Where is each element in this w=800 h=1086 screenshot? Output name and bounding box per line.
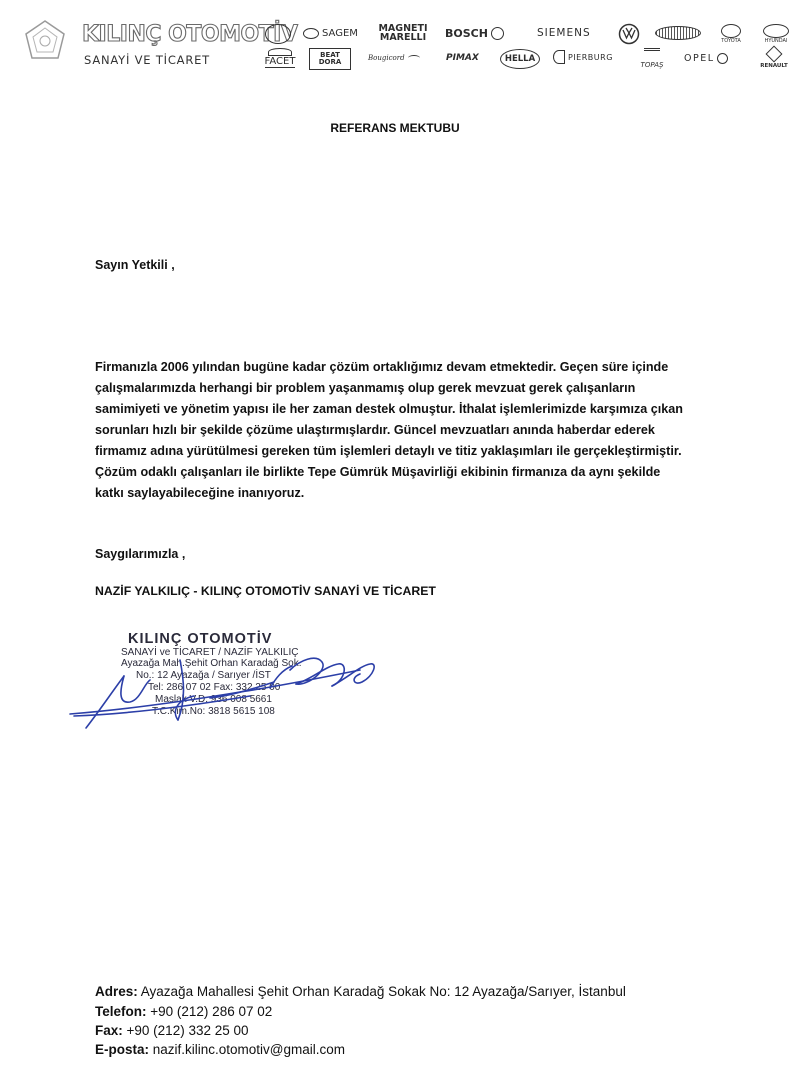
brand-logo-beat-dora: BEAT DORA [309,48,351,70]
brand-logo-hella: HELLA [500,49,540,69]
pierburg-emblem-icon [553,50,565,64]
stamp-line: Ayazağa Mah.Şehit Orhan Karadağ Sok. [121,658,302,669]
brand-logo-pimax: PIMAX [446,53,479,63]
stamp-company-name: KILINÇ OTOMOTİV [128,631,273,647]
company-subtitle: SANAYİ VE TİCARET [84,53,211,67]
body-line: sorunları hızlı bir şekilde çözüme ulaştırmışlardır. Güncel mevzuatları anında haberdar ederek [95,423,655,437]
brand-logo-bougicord: Bougicord [368,51,420,65]
body-line: çalışmalarımızda herhangi bir problem yaşanmamış olup gerek mevzuat gerek çalışanların [95,381,636,395]
brand-logo-opel: OPEL [684,52,728,64]
brand-logo-renault: RENAULT [754,46,794,70]
salutation: Sayın Yetkili , [95,258,175,272]
stamp-line: Tel: 286 07 02 Fax: 332 25 00 [148,682,281,693]
brand-logo-magneti-marelli: MAGNETI MARELLI [378,23,428,43]
hyundai-emblem-icon [763,24,789,38]
bougicord-swoosh-icon [408,55,420,61]
renault-diamond-icon [766,45,783,62]
ford-logo-icon [654,25,702,41]
phone-value: +90 (212) 286 07 02 [150,1004,273,1019]
body-line: samimiyeti ve yönetim yapısı ile her zaman destek olmuştur. İthalat işlemlerimizde karşımıza çıkan [95,402,683,416]
stamp-line: SANAYİ ve TİCARET / NAZİF YALKILIÇ [121,647,299,658]
brand-logo-siemens: SIEMENS [537,27,591,39]
chevrolet-logo-icon [263,23,293,45]
bosch-armature-icon [491,27,504,40]
fax-value: +90 (212) 332 25 00 [126,1023,249,1038]
brand-logo-bosch: BOSCH [445,26,504,40]
brand-logo-sagem: SAGEM [303,25,358,41]
brand-logo-pierburg: PIERBURG [553,50,613,64]
letter-title: REFERANS MEKTUBU [330,121,460,135]
stamp-line: T.C.Kim.No: 3818 5615 108 [152,706,275,717]
toyota-emblem-icon [721,24,741,38]
stamp-line: No.: 12 Ayazağa / Sarıyer /İST [136,670,271,681]
phone-label: Telefon: [95,1004,147,1019]
body-line: katkı saylayabileceğine inanıyoruz. [95,486,305,500]
sagem-swirl-icon [303,28,319,39]
topas-t-icon [644,48,660,61]
footer-phone [95,1004,272,1019]
footer-address [95,984,626,999]
brand-logo-toyota: TOYOTA [713,22,749,46]
company-name: KILINÇ OTOMOTİV [82,22,298,47]
volkswagen-logo-icon [616,23,642,45]
opel-blitz-icon [717,53,728,64]
stamp-line: Maslak V.D. 936 008 5661 [155,694,272,705]
footer-email [95,1042,345,1057]
body-line: Çözüm odaklı çalışanları ile birlikte Tepe Gümrük Müşavirliği ekibinin firmanıza da aynı şekilde [95,465,661,479]
address-value: Ayazağa Mahallesi Şehit Orhan Karadağ Sokak No: 12 Ayazağa/Sarıyer, İstanbul [140,984,626,999]
email-label: E-posta: [95,1042,149,1057]
email-value[interactable]: nazif.kilinc.otomotiv@gmail.com [152,1042,346,1057]
brand-logo-topas: TOPAŞ [636,46,668,70]
signer-name: NAZİF YALKILIÇ - KILINÇ OTOMOTİV SANAYİ VE TİCARET [95,584,436,598]
facet-emblem-icon [268,48,292,56]
body-line: Firmanızla 2006 yılından bugüne kadar çözüm ortaklığımız devam etmektedir. Geçen süre içinde [95,360,669,374]
footer-fax [95,1023,249,1038]
fax-label: Fax: [95,1023,123,1038]
handwritten-signature [60,640,390,740]
brand-logo-facet: FACET [262,47,298,69]
address-label: Adres: [95,984,138,999]
company-logo-icon [22,18,68,64]
body-line: firmamız adına yürütülmesi gereken tüm işlemleri detaylı ve titiz yaklaşımları ile gerçekleştirmiştir. [95,444,682,458]
brand-logo-hyundai: HYUNDAI [757,22,795,46]
closing: Saygılarımızla , [95,547,186,561]
